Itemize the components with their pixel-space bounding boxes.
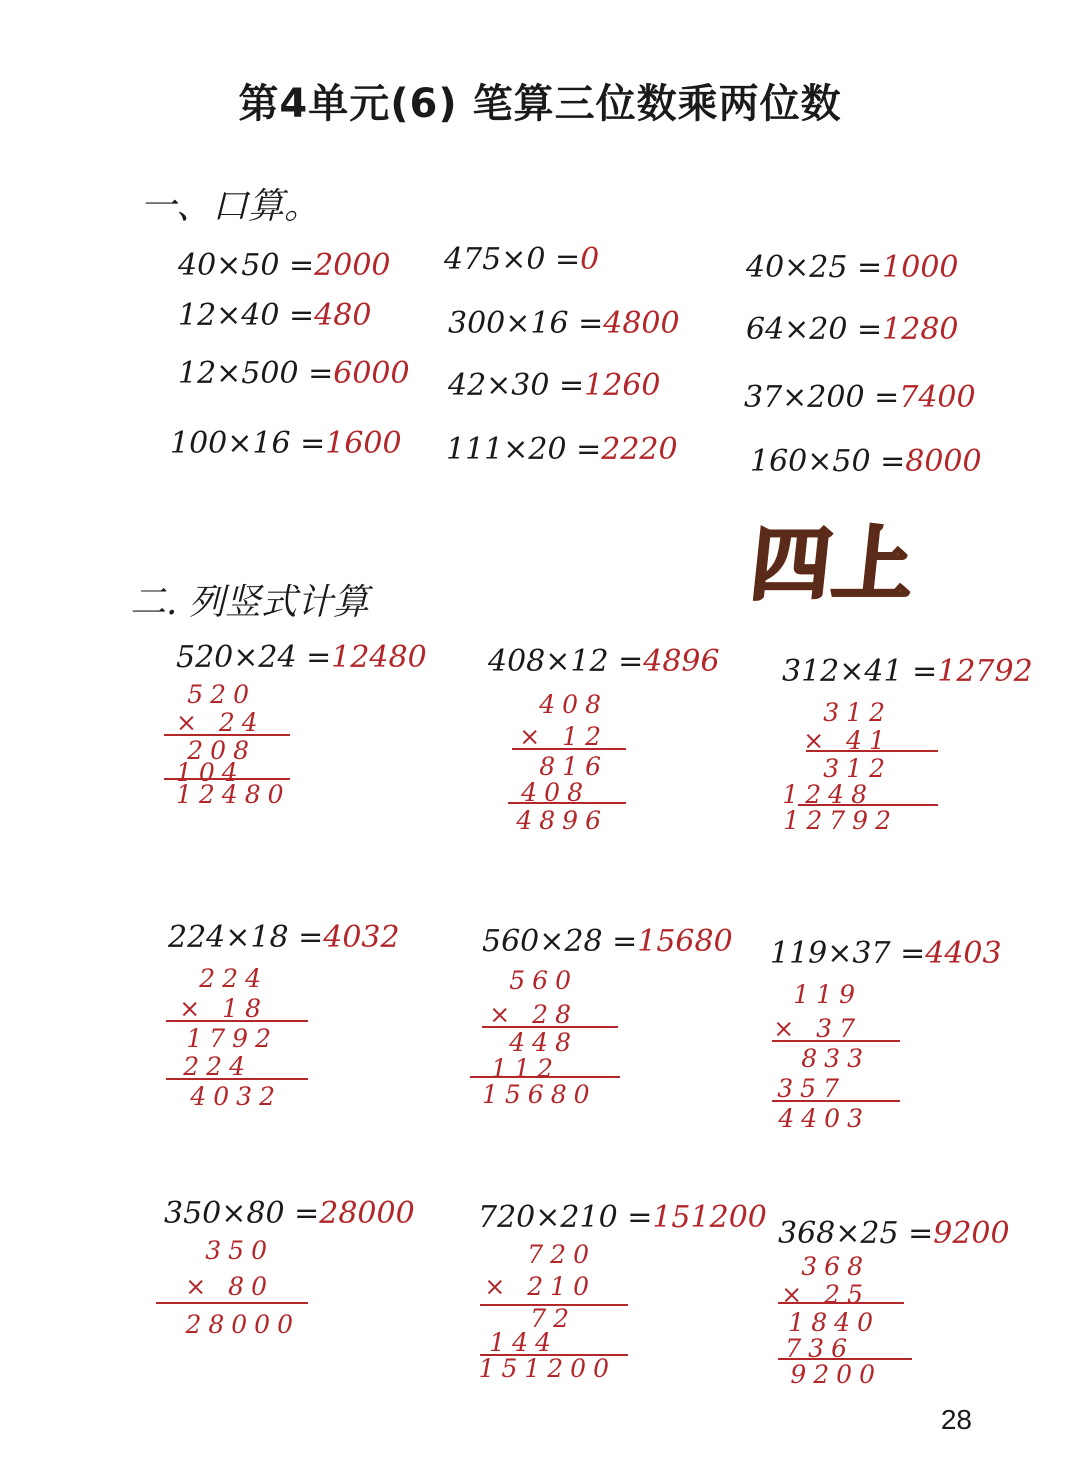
multiplicand: 560 bbox=[509, 966, 578, 995]
vertical-answer: 4032 bbox=[323, 920, 400, 955]
vertical-question: 312×41 = bbox=[782, 654, 938, 689]
oral-answer: 480 bbox=[314, 298, 372, 333]
partial-product: 312 bbox=[823, 754, 892, 783]
oral-item bbox=[178, 356, 410, 391]
vertical-equation bbox=[176, 640, 427, 675]
oral-question: 42×30 = bbox=[448, 368, 585, 403]
vertical-answer: 12480 bbox=[331, 640, 427, 675]
partial-product: 224 bbox=[183, 1052, 252, 1081]
partial-product: 144 bbox=[489, 1328, 558, 1357]
vertical-question: 224×18 = bbox=[168, 920, 324, 955]
oral-question: 12×500 = bbox=[178, 356, 334, 391]
multiplicand: 368 bbox=[801, 1252, 870, 1281]
oral-question: 300×16 = bbox=[448, 306, 604, 341]
multiplicand: 520 bbox=[187, 680, 256, 709]
oral-question: 40×50 = bbox=[178, 248, 315, 283]
section-heading-vertical: 二. 列竖式计算 bbox=[130, 582, 369, 623]
partial-product: 1840 bbox=[788, 1308, 880, 1337]
oral-answer: 2000 bbox=[314, 248, 391, 283]
partial-product: 816 bbox=[539, 752, 608, 781]
multiplicand: 350 bbox=[205, 1236, 274, 1265]
oral-item bbox=[744, 380, 976, 415]
oral-item bbox=[444, 242, 599, 277]
oral-answer: 1000 bbox=[882, 250, 959, 285]
multiplier: × 18 bbox=[179, 994, 268, 1023]
final-product: 9200 bbox=[790, 1360, 882, 1389]
partial-product: 448 bbox=[509, 1028, 578, 1057]
oral-answer: 7400 bbox=[899, 380, 976, 415]
vertical-answer: 15680 bbox=[637, 924, 733, 959]
multiplier: × 28 bbox=[489, 1000, 578, 1029]
oral-question: 37×200 = bbox=[744, 380, 900, 415]
partial-product: 1792 bbox=[186, 1024, 278, 1053]
partial-product: 833 bbox=[801, 1044, 870, 1073]
final-product: 151200 bbox=[478, 1354, 616, 1383]
vertical-answer: 28000 bbox=[319, 1196, 415, 1231]
multiplier: × 24 bbox=[176, 708, 265, 737]
oral-answer: 8000 bbox=[905, 444, 982, 479]
oral-answer: 1600 bbox=[325, 426, 402, 461]
vertical-question: 720×210 = bbox=[478, 1200, 653, 1235]
final-product: 28000 bbox=[185, 1310, 300, 1339]
multiplier: × 210 bbox=[484, 1272, 596, 1301]
calc-line bbox=[512, 748, 626, 750]
oral-item bbox=[446, 432, 678, 467]
calc-line bbox=[772, 1100, 900, 1102]
page-number: 28 bbox=[940, 1404, 972, 1435]
oral-item bbox=[746, 312, 959, 347]
oral-answer: 4800 bbox=[603, 306, 680, 341]
partial-product: 357 bbox=[777, 1074, 846, 1103]
multiplier: × 80 bbox=[185, 1272, 274, 1301]
oral-question: 12×40 = bbox=[178, 298, 315, 333]
vertical-equation bbox=[782, 654, 1033, 689]
multiplier: × 12 bbox=[519, 722, 608, 751]
oral-answer: 0 bbox=[580, 242, 600, 277]
calc-line bbox=[778, 1302, 904, 1304]
grade-badge: 四上 bbox=[746, 500, 922, 615]
partial-product: 104 bbox=[176, 758, 245, 787]
vertical-equation bbox=[168, 920, 400, 955]
oral-question: 40×25 = bbox=[746, 250, 883, 285]
oral-item bbox=[178, 248, 391, 283]
calc-line bbox=[166, 1020, 308, 1022]
final-product: 15680 bbox=[482, 1080, 597, 1109]
vertical-equation bbox=[478, 1200, 767, 1235]
vertical-equation bbox=[482, 924, 733, 959]
oral-item bbox=[170, 426, 402, 461]
vertical-equation bbox=[770, 936, 1002, 971]
oral-item bbox=[178, 298, 371, 333]
multiplicand: 224 bbox=[199, 964, 268, 993]
oral-answer: 6000 bbox=[333, 356, 410, 391]
partial-product: 72 bbox=[530, 1304, 576, 1333]
calc-line bbox=[772, 1040, 900, 1042]
final-product: 4896 bbox=[516, 806, 608, 835]
oral-item bbox=[750, 444, 982, 479]
calc-line bbox=[156, 1302, 308, 1304]
vertical-equation bbox=[488, 644, 720, 679]
oral-item bbox=[448, 368, 661, 403]
section-heading-oral: 一、口算。 bbox=[140, 186, 321, 227]
vertical-equation bbox=[164, 1196, 415, 1231]
oral-item bbox=[448, 306, 680, 341]
vertical-question: 408×12 = bbox=[488, 644, 644, 679]
vertical-question: 368×25 = bbox=[778, 1216, 934, 1251]
calc-line bbox=[806, 750, 938, 752]
oral-question: 100×16 = bbox=[170, 426, 326, 461]
vertical-answer: 151200 bbox=[652, 1200, 767, 1235]
oral-answer: 2220 bbox=[601, 432, 678, 467]
partial-product: 736 bbox=[785, 1334, 854, 1363]
partial-product: 1248 bbox=[782, 780, 874, 809]
partial-product: 408 bbox=[521, 778, 590, 807]
partial-product: 208 bbox=[187, 736, 256, 765]
multiplier: × 37 bbox=[773, 1014, 862, 1043]
final-product: 4403 bbox=[778, 1104, 870, 1133]
vertical-answer: 12792 bbox=[937, 654, 1033, 689]
vertical-equation bbox=[778, 1216, 1010, 1251]
final-product: 12792 bbox=[783, 806, 898, 835]
vertical-question: 560×28 = bbox=[482, 924, 638, 959]
oral-question: 111×20 = bbox=[446, 432, 602, 467]
vertical-question: 520×24 = bbox=[176, 640, 332, 675]
calc-line bbox=[470, 1076, 620, 1078]
multiplier: × 41 bbox=[803, 726, 892, 755]
oral-answer: 1280 bbox=[882, 312, 959, 347]
page-title: 第4单元(6) 笔算三位数乘两位数 bbox=[238, 81, 842, 127]
oral-question: 475×0 = bbox=[444, 242, 581, 277]
partial-product: 112 bbox=[491, 1054, 560, 1083]
vertical-answer: 4896 bbox=[643, 644, 720, 679]
final-product: 4032 bbox=[190, 1082, 282, 1111]
oral-question: 160×50 = bbox=[750, 444, 906, 479]
vertical-answer: 9200 bbox=[933, 1216, 1010, 1251]
oral-item bbox=[746, 250, 959, 285]
multiplicand: 119 bbox=[793, 980, 862, 1009]
multiplicand: 312 bbox=[823, 698, 892, 727]
oral-question: 64×20 = bbox=[746, 312, 883, 347]
vertical-question: 119×37 = bbox=[770, 936, 926, 971]
calc-line bbox=[166, 1078, 308, 1080]
multiplier: × 25 bbox=[781, 1280, 870, 1309]
multiplicand: 408 bbox=[539, 690, 608, 719]
multiplicand: 720 bbox=[527, 1240, 596, 1269]
vertical-question: 350×80 = bbox=[164, 1196, 320, 1231]
oral-answer: 1260 bbox=[584, 368, 661, 403]
vertical-answer: 4403 bbox=[925, 936, 1002, 971]
calc-line bbox=[508, 802, 626, 804]
final-product: 12480 bbox=[176, 780, 291, 809]
